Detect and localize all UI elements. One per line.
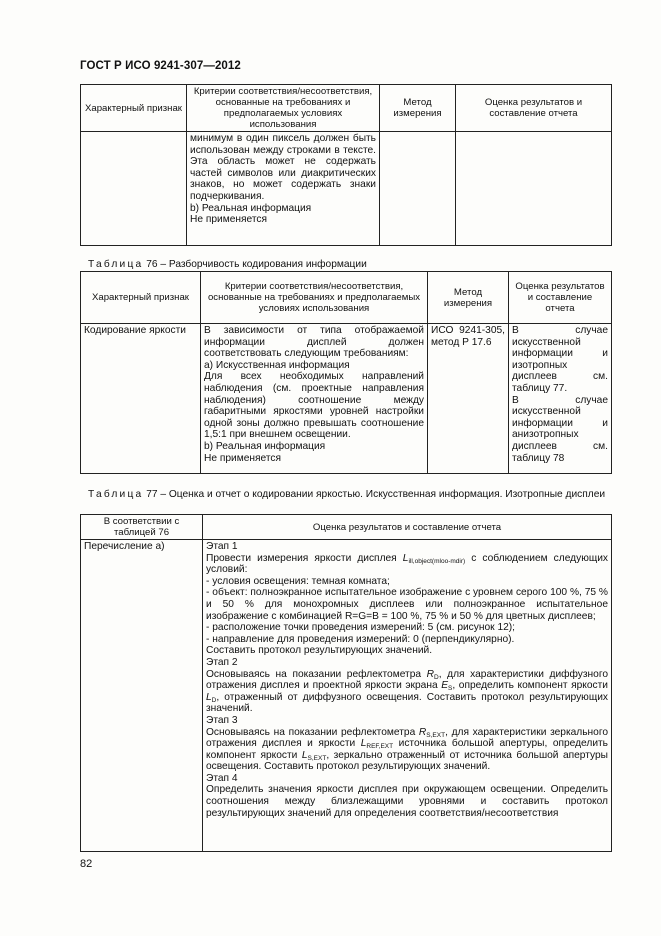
continued-table: [80, 84, 612, 246]
document-header: ГОСТ Р ИСО 9241-307—2012: [80, 60, 241, 72]
real-info-label: b) Реальная информация: [204, 440, 326, 452]
condition-lighting: - условия освещения: темная комната;: [206, 575, 390, 587]
table77-caption: [88, 489, 610, 501]
cell-criteria: [187, 132, 380, 246]
cell-evaluation: [203, 540, 612, 852]
table76-caption: [88, 259, 367, 271]
table-77: [80, 514, 612, 852]
criteria-intro: В зависимости от типа отображаемой информации дисплей должен соответствовать следующим требованиям:: [204, 325, 424, 360]
caption-prefix: Таблица: [88, 259, 144, 270]
not-applicable-label: Не применяется: [204, 452, 282, 464]
criteria-text: минимум в один пиксель должен быть использован между строками в тексте. Эта область может не содержать частей символов или диакритических знаков, но может содержать знаки подчеркивания.: [190, 133, 376, 202]
condition-location: - расположение точки проведения измерений: 5 (см. рисунок 12);: [206, 622, 516, 634]
not-applicable-label: Не применяется: [190, 214, 268, 226]
caption-number: 77: [146, 489, 158, 500]
col-header-evaluation: Оценка результатов и составление отчета: [203, 515, 612, 540]
table-76: [80, 271, 612, 474]
caption-title: – Оценка и отчет о кодировании яркостью. Искусственная информация. Изотропные дисплеи: [160, 489, 606, 500]
col-header-criteria: Критерии соответствия/несоответствия, основанные на требованиях и предполагаемых условиях использования: [201, 272, 428, 324]
page-number: 82: [80, 858, 93, 870]
col-header-evaluation: Оценка результатов и составление отчета: [509, 272, 612, 324]
stage-2-text: Основываясь на показании рефлектометра $R_D$, для характеристики диффузного отражения дисплея и проектной яркости экрана $E_S$, определить компонент яркости $L_D$, отраженный от диффузного освещения. Составить протокол результирующих значений.: [206, 668, 608, 715]
col-header-criteria: Критерии соответствия/несоответствия, основанные на требованиях и предполагаемых условиях использования: [187, 85, 380, 132]
stage-3-label: Этап 3: [206, 714, 238, 726]
condition-direction: - направление для проведения измерений: 0 (перпендикулярно).: [206, 633, 515, 645]
stage-4-label: Этап 4: [206, 772, 238, 784]
stage-3-text: Основываясь на показании рефлектометра $R_{S,EXT}$, для характеристики зеркального отражения дисплея и яркости $L_{REF,EXT}$ источника большой апертуры, определить компонент яркости $L_{S,EXT}$, зеркально отраженный от источника большой апертуры освещения. Составить протокол результирующих значений.: [206, 726, 609, 773]
artificial-info-label: а) Искусственная информация: [204, 359, 350, 371]
caption-title: – Разборчивость кодирования информации: [160, 259, 367, 270]
col-header-method: Метод измерения: [428, 272, 509, 324]
cell-row-label: Перечисление а): [81, 540, 203, 852]
cell-method: ИСО 9241-305, метод Р 17.6: [428, 324, 509, 474]
col-header-method: Метод измерения: [380, 85, 456, 132]
cell-empty: [456, 132, 612, 246]
col-header-feature: Характерный признак: [81, 85, 187, 132]
col-header-reference: В соответствии с таблицей 76: [81, 515, 203, 540]
caption-number: 76: [146, 259, 158, 270]
stage-1-label: Этап 1: [206, 541, 238, 552]
stage-4-text: Определить значения яркости дисплея при окружающем освещении. Определить соотношения между близлежащими уровнями и составить протокол результирующих значений для определения соответствия/несоответствия: [206, 784, 608, 819]
stage-2-label: Этап 2: [206, 656, 238, 668]
cell-feature: Кодирование яркости: [81, 324, 201, 474]
condition-object: - объект: полноэкранное испытательное изображение с уровнем серого 100 %, 75 % и 50 % для монохромных дисплеев или полноэкранное испытательное изображение с комбинацией R=G=B = 100 %, 75 % и 50 % для цветных дисплеев;: [206, 587, 608, 622]
cell-empty: [380, 132, 456, 246]
cell-evaluation: [509, 324, 612, 474]
col-header-feature: Характерный признак: [81, 272, 201, 324]
criteria-text: Для всех необходимых направлений наблюдения (см. проектные направления наблюдения) соотношение между габаритными яркостями уровней настройки одной зоны должно превышать соотношение 1,5:1 при внешнем освещении.: [204, 371, 424, 441]
cell-empty: [81, 132, 187, 246]
stage-1-intro: Провести измерения яркости дисплея $L_{ill,object(mloo-mdir)}$ с соблюдением следующих условий:: [206, 552, 609, 576]
caption-prefix: Таблица: [88, 489, 144, 500]
report-instruction: Составить протокол результирующих значений.: [206, 645, 433, 657]
eval-isotropic: В случае искусственной информации и изотропных дисплеев см. таблицу 77.: [512, 325, 608, 394]
col-header-evaluation: Оценка результатов и составление отчета: [456, 85, 612, 132]
cell-criteria: [201, 324, 428, 474]
eval-anisotropic: В случае искусственной информации и анизотропных дисплеев см. таблицу 78: [512, 394, 608, 464]
real-info-label: b) Реальная информация: [190, 202, 312, 214]
